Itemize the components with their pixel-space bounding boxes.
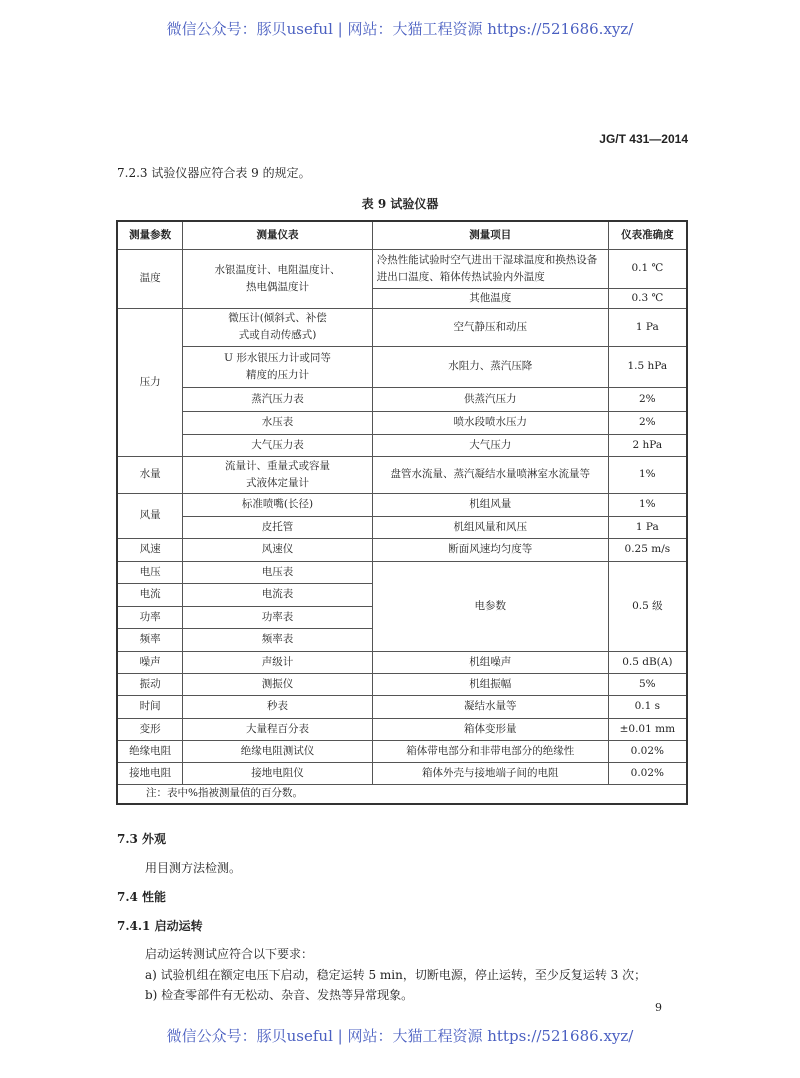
cell: 接地电阻 bbox=[117, 762, 183, 784]
header-cell: 测量项目 bbox=[372, 221, 608, 249]
cell: 大气压力 bbox=[372, 434, 608, 456]
cell: 功率 bbox=[117, 606, 183, 628]
instrument-table bbox=[116, 220, 688, 805]
cell: 机组风量和风压 bbox=[372, 516, 608, 538]
cell: 水银温度计、电阻温度计、热电偶温度计 bbox=[183, 249, 373, 308]
list-item-b: b) 检查零部件有无松动、杂音、发热等异常现象。 bbox=[145, 988, 414, 1002]
cell: 微压计(倾斜式、补偿式或自动传感式) bbox=[183, 308, 373, 346]
cell: 1 Pa bbox=[608, 516, 687, 538]
table-row bbox=[117, 740, 687, 762]
header-cell: 测量仪表 bbox=[183, 221, 373, 249]
cell: 电压 bbox=[117, 561, 183, 583]
table-row bbox=[117, 651, 687, 673]
cell: 0.3 ℃ bbox=[608, 288, 687, 308]
cell: 0.1 s bbox=[608, 695, 687, 718]
cell: 空气静压和动压 bbox=[372, 308, 608, 346]
table-row bbox=[117, 434, 687, 456]
table-row bbox=[117, 346, 687, 387]
cell: 皮托管 bbox=[183, 516, 373, 538]
cell: 流量计、重量式或容量式液体定量计 bbox=[183, 456, 373, 493]
cell: 风速 bbox=[117, 538, 183, 561]
cell: 5% bbox=[608, 673, 687, 695]
cell: 2% bbox=[608, 411, 687, 434]
section-7-4-1-text: 启动运转测试应符合以下要求： bbox=[145, 947, 314, 961]
cell: 0.02% bbox=[608, 762, 687, 784]
section-7-3: 7.3 外观 bbox=[117, 832, 167, 846]
cell: 箱体带电部分和非带电部分的绝缘性 bbox=[372, 740, 608, 762]
cell: 水量 bbox=[117, 456, 183, 493]
cell: 水压表 bbox=[183, 411, 373, 434]
cell: 0.5 dB(A) bbox=[608, 651, 687, 673]
table-row bbox=[117, 249, 687, 288]
table-row bbox=[117, 308, 687, 346]
cell: 2% bbox=[608, 387, 687, 411]
cell: 1% bbox=[608, 456, 687, 493]
cell: 断面风速均匀度等 bbox=[372, 538, 608, 561]
cell: 电流表 bbox=[183, 583, 373, 606]
header-cell: 测量参数 bbox=[117, 221, 183, 249]
cell: 凝结水量等 bbox=[372, 695, 608, 718]
table-row bbox=[117, 516, 687, 538]
table-note: 注：表中%指被测量值的百分数。 bbox=[117, 784, 687, 804]
cell: 机组振幅 bbox=[372, 673, 608, 695]
cell: 压力 bbox=[117, 308, 183, 456]
table-row bbox=[117, 718, 687, 740]
header-cell: 仪表准确度 bbox=[608, 221, 687, 249]
cell: 频率 bbox=[117, 628, 183, 651]
cell: 测振仪 bbox=[183, 673, 373, 695]
cell: 箱体变形量 bbox=[372, 718, 608, 740]
table-row bbox=[117, 561, 687, 583]
cell: 变形 bbox=[117, 718, 183, 740]
table-note-row bbox=[117, 784, 687, 804]
section-7-3-text: 用目测方法检测。 bbox=[145, 861, 242, 875]
cell: 功率表 bbox=[183, 606, 373, 628]
cell: 喷水段喷水压力 bbox=[372, 411, 608, 434]
cell: 0.5 级 bbox=[608, 561, 687, 651]
table-row bbox=[117, 493, 687, 516]
cell: 时间 bbox=[117, 695, 183, 718]
cell: 0.02% bbox=[608, 740, 687, 762]
page-number: 9 bbox=[655, 1001, 662, 1014]
cell: 振动 bbox=[117, 673, 183, 695]
cell: 1% bbox=[608, 493, 687, 516]
table-row bbox=[117, 695, 687, 718]
cell: 机组风量 bbox=[372, 493, 608, 516]
cell: 机组噪声 bbox=[372, 651, 608, 673]
table-row bbox=[117, 411, 687, 434]
cell: 频率表 bbox=[183, 628, 373, 651]
cell: 冷热性能试验时空气进出干湿球温度和换热设备进出口温度、箱体传热试验内外温度 bbox=[372, 249, 608, 288]
cell: 温度 bbox=[117, 249, 183, 308]
table-row bbox=[117, 538, 687, 561]
cell: 电流 bbox=[117, 583, 183, 606]
cell: 2 hPa bbox=[608, 434, 687, 456]
cell: 噪声 bbox=[117, 651, 183, 673]
cell: 1.5 hPa bbox=[608, 346, 687, 387]
cell: 电参数 bbox=[372, 561, 608, 651]
cell: 风量 bbox=[117, 493, 183, 538]
cell: 其他温度 bbox=[372, 288, 608, 308]
list-item-a: a) 试验机组在额定电压下启动，稳定运转 5 min，切断电源，停止运转，至少反复运转 3 次； bbox=[145, 968, 647, 982]
table-caption: 表 9 试验仪器 bbox=[361, 197, 439, 211]
cell: 声级计 bbox=[183, 651, 373, 673]
cell: 大气压力表 bbox=[183, 434, 373, 456]
watermark-bottom: 微信公众号：豚贝useful | 网站：大猫工程资源 https://521686.xyz/ bbox=[166, 1027, 634, 1045]
cell: 1 Pa bbox=[608, 308, 687, 346]
cell: ±0.01 mm bbox=[608, 718, 687, 740]
cell: 盘管水流量、蒸汽凝结水量喷淋室水流量等 bbox=[372, 456, 608, 493]
clause-7-2-3: 7.2.3 试验仪器应符合表 9 的规定。 bbox=[117, 166, 311, 180]
cell: 供蒸汽压力 bbox=[372, 387, 608, 411]
cell: 标准喷嘴(长径) bbox=[183, 493, 373, 516]
cell: 绝缘电阻 bbox=[117, 740, 183, 762]
cell: U 形水银压力计或同等精度的压力计 bbox=[183, 346, 373, 387]
cell: 风速仪 bbox=[183, 538, 373, 561]
table-row bbox=[117, 387, 687, 411]
cell: 绝缘电阻测试仪 bbox=[183, 740, 373, 762]
cell: 箱体外壳与接地端子间的电阻 bbox=[372, 762, 608, 784]
watermark-top: 微信公众号：豚贝useful | 网站：大猫工程资源 https://521686.xyz/ bbox=[166, 20, 634, 38]
cell: 秒表 bbox=[183, 695, 373, 718]
table-header bbox=[117, 221, 687, 249]
cell: 0.1 ℃ bbox=[608, 249, 687, 288]
table-row bbox=[117, 456, 687, 493]
cell: 蒸汽压力表 bbox=[183, 387, 373, 411]
cell: 电压表 bbox=[183, 561, 373, 583]
table-row bbox=[117, 762, 687, 784]
cell: 水阻力、蒸汽压降 bbox=[372, 346, 608, 387]
standard-number: JG/T 431—2014 bbox=[599, 132, 688, 146]
cell: 大量程百分表 bbox=[183, 718, 373, 740]
section-7-4: 7.4 性能 bbox=[117, 890, 167, 904]
cell: 接地电阻仪 bbox=[183, 762, 373, 784]
section-7-4-1: 7.4.1 启动运转 bbox=[117, 919, 203, 933]
cell: 0.25 m/s bbox=[608, 538, 687, 561]
table-row bbox=[117, 673, 687, 695]
